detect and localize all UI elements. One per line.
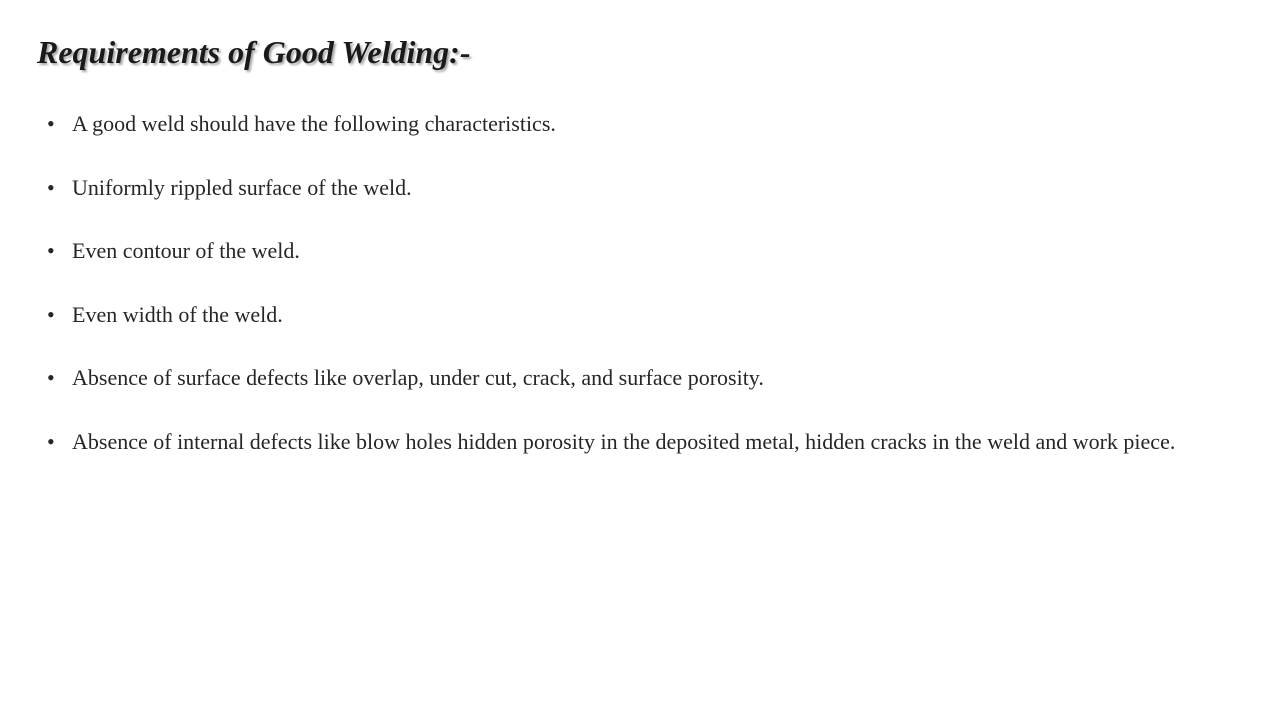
bullet-text: Uniformly rippled surface of the weld.: [72, 174, 412, 200]
bullet-text: Absence of surface defects like overlap, under cut, crack, and surface porosity.: [72, 365, 764, 390]
bullet-icon: [47, 416, 59, 468]
bullet-text: Even width of the weld.: [72, 301, 283, 327]
bullet-icon: [47, 231, 59, 271]
bullet-icon: [47, 358, 59, 398]
slide-title: Requirements of Good Welding:-: [37, 34, 471, 70]
bullet-text: Absence of internal defects like blow holes hidden porosity in the deposited metal, hidden cracks in the weld and work piece.: [72, 428, 1176, 454]
bullet-text: Even contour of the weld.: [72, 238, 300, 263]
bullet-item: [47, 168, 1247, 208]
bullet-item: [47, 231, 1247, 271]
bullet-list: [47, 104, 1247, 491]
bullet-icon: [47, 295, 59, 335]
bullet-item: [47, 416, 1247, 468]
bullet-item: [47, 295, 1247, 335]
bullet-icon: [47, 168, 59, 208]
bullet-icon: [47, 104, 59, 144]
bullet-item: [47, 358, 1247, 398]
bullet-item: [47, 104, 1247, 144]
bullet-text: A good weld should have the following characteristics.: [72, 111, 556, 136]
